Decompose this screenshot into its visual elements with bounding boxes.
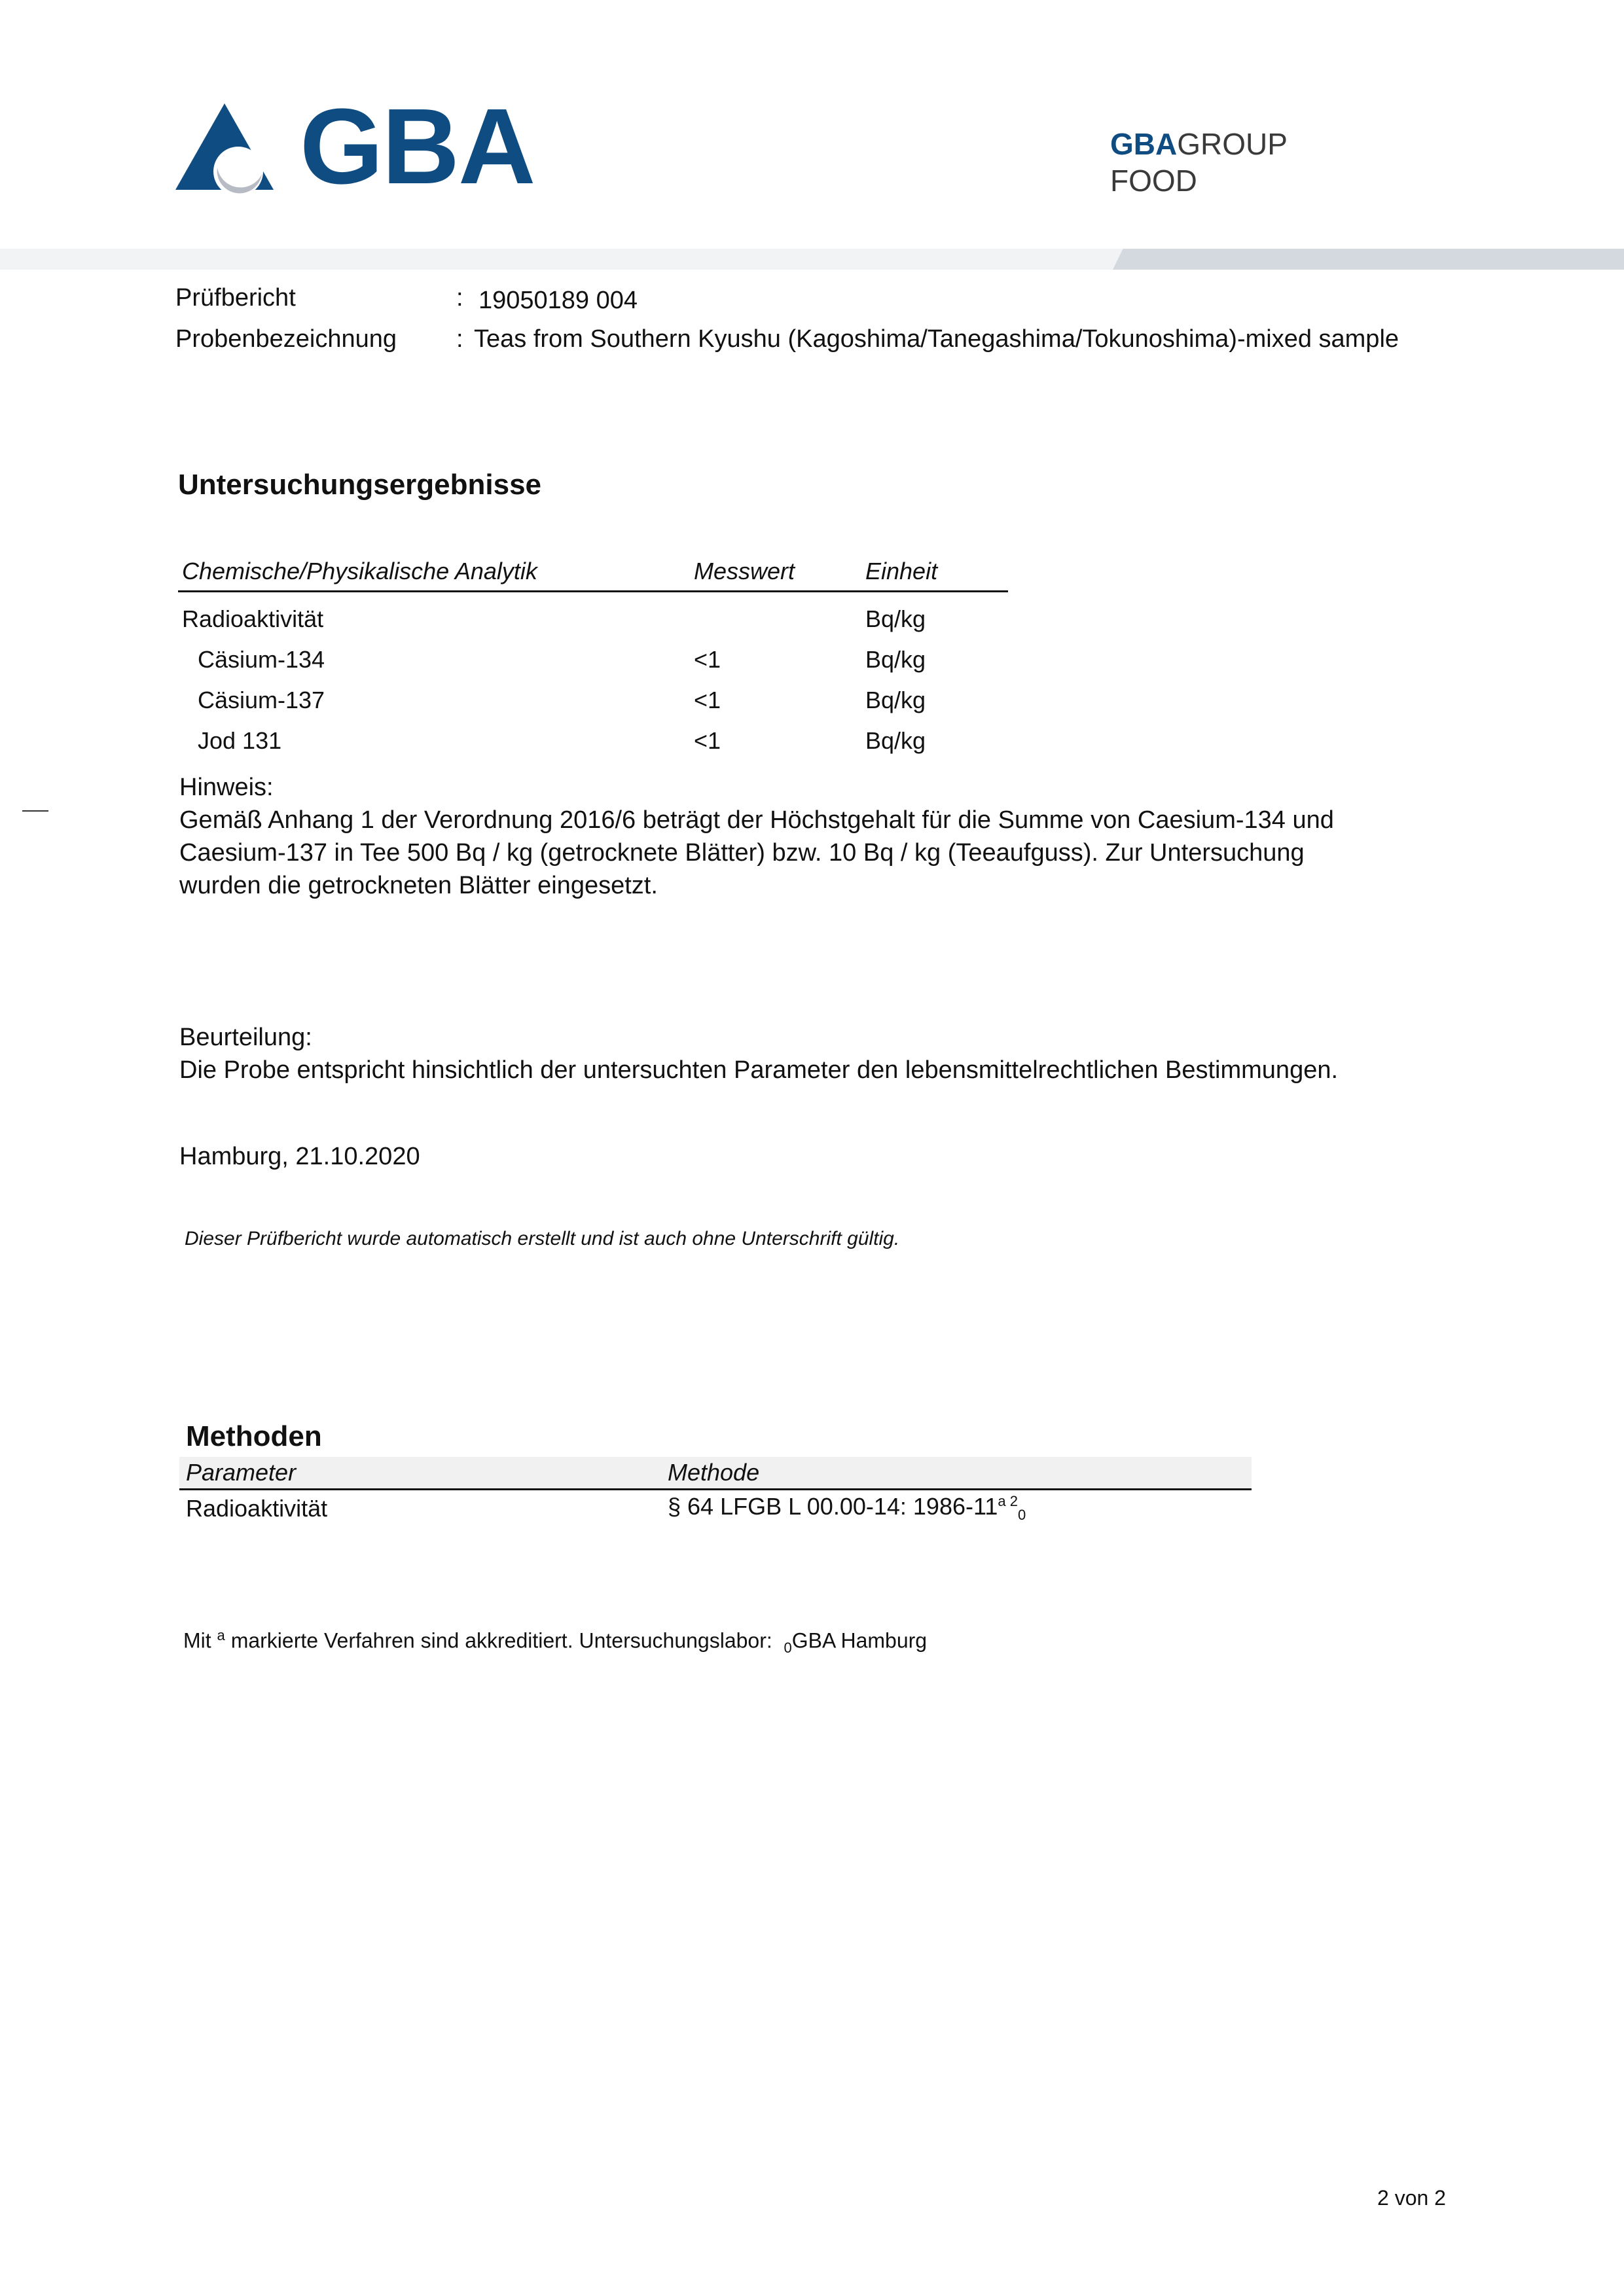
analysis-value: <1 [694,687,721,713]
table-row [179,1490,1252,1528]
note-line-2: Caesium-137 in Tee 500 Bq / kg (getrocknete Blätter) bzw. 10 Bq / kg (Teeaufguss). Zur Untersuchung [179,839,1305,867]
analysis-unit: Bq/kg [865,727,926,754]
footnote-lab: GBA Hamburg [791,1628,928,1653]
note-line-1: Gemäß Anhang 1 der Verordnung 2016/6 beträgt der Höchstgehalt für die Summe von Caesium-134 und [179,806,1334,834]
table-row [178,714,1008,755]
gba-logo [175,86,535,206]
results-title: Untersuchungsergebnisse [178,469,542,501]
analysis-value [690,592,861,634]
footnote-subscript: 0 [784,1640,792,1657]
methods-table [179,1457,1252,1527]
note-label: Hinweis: [179,774,274,801]
group-division: FOOD [1110,164,1197,198]
analysis-unit: Bq/kg [865,687,926,713]
analysis-name: Cäsium-134 [198,646,325,673]
page-number: 2 von 2 [1377,2186,1446,2210]
automatic-report-note: Dieser Prüfbericht wurde automatisch erstellt und ist auch ohne Unterschrift gültig. [185,1228,900,1249]
sample-label: Probenbezeichnung [175,325,397,353]
group-prefix: GBA [1110,127,1178,161]
group-suffix: GROUP [1177,127,1288,161]
method-reference [661,1490,1252,1528]
table-row [178,673,1008,714]
analysis-unit: Bq/kg [865,646,926,673]
results-table [178,555,1008,755]
assessment-label: Beurteilung: [179,1024,312,1051]
col-parameter: Parameter [179,1457,661,1490]
margin-mark [22,810,48,812]
gba-logo-text: GBA [300,86,535,206]
assessment-text: Die Probe entspricht hinsichtlich der untersuchten Parameter den lebensmittelrechtlichen Bestimmungen. [179,1056,1339,1084]
col-method: Methode [661,1457,1252,1490]
results-header-row [178,555,1008,592]
place-date: Hamburg, 21.10.2020 [179,1143,420,1170]
footnote-prefix: Mit [183,1628,211,1653]
report-label: Prüfbericht [175,284,296,312]
sample-colon: : [456,325,463,353]
analysis-name: Radioaktivität [182,605,324,632]
footnote-text: markierte Verfahren sind akkreditiert. Untersuchungslabor: [230,1628,772,1653]
sample-description: Teas from Southern Kyushu (Kagoshima/Tanegashima/Tokunoshima)-mixed sample [474,325,1399,353]
table-row [178,633,1008,673]
methods-title: Methoden [186,1420,322,1452]
method-parameter: Radioaktivität [186,1495,328,1522]
col-value: Messwert [690,555,861,592]
method-superscript: a 2 [998,1493,1018,1510]
method-text: § 64 LFGB L 00.00-14: 1986-11 [668,1493,998,1520]
method-subscript: 0 [1017,1507,1026,1524]
group-label [1110,126,1288,199]
note-block [179,771,1489,902]
analysis-unit: Bq/kg [865,605,926,632]
header-accent-band [1113,249,1624,270]
note-line-3: wurden die getrockneten Blätter eingesetzt. [179,872,658,899]
methods-header-row [179,1457,1252,1490]
table-row [178,592,1008,634]
assessment-block [179,1021,1489,1086]
col-analysis: Chemische/Physikalische Analytik [178,555,690,592]
report-number: 19050189 004 [478,287,638,314]
analysis-name: Cäsium-137 [198,687,325,713]
report-colon: : [456,284,463,312]
analysis-value: <1 [694,646,721,673]
accreditation-footnote [183,1627,927,1657]
analysis-name: Jod 131 [198,727,282,754]
analysis-value: <1 [694,727,721,754]
col-unit: Einheit [861,555,1008,592]
footnote-superscript: a [217,1627,225,1643]
